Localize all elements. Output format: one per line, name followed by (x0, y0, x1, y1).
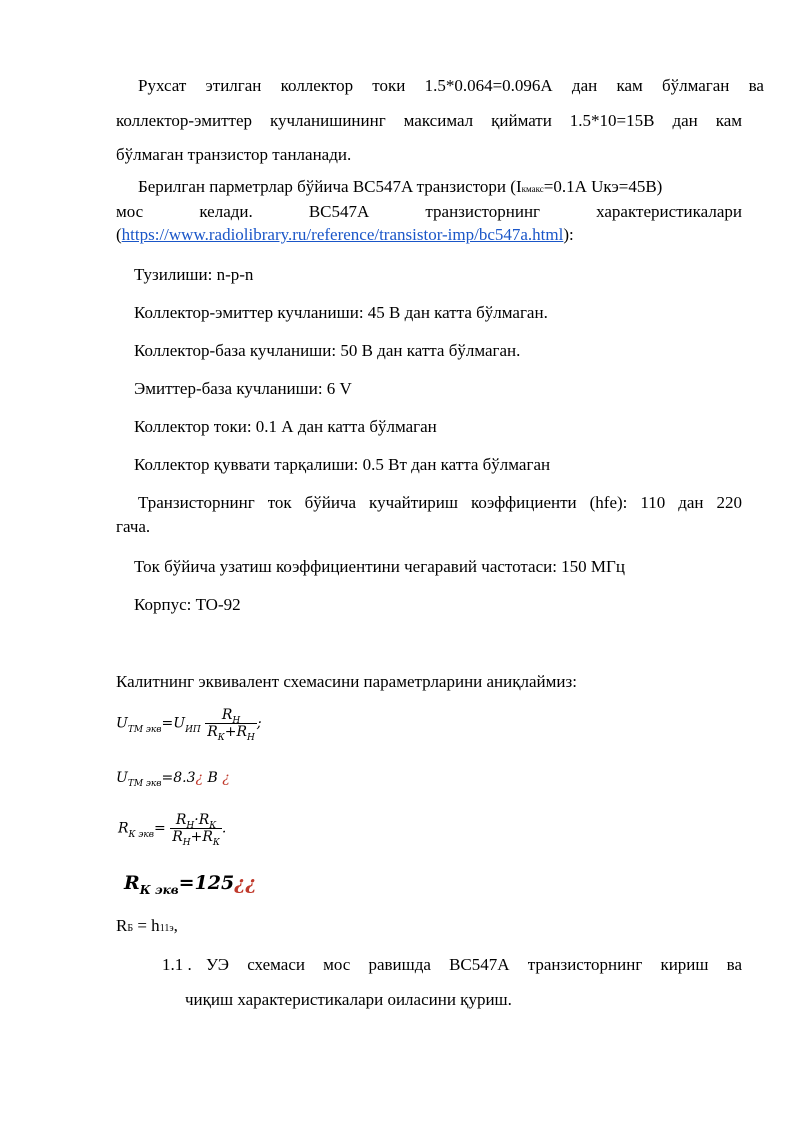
spec-ft: Ток бўйича узатиш коэффициентини чегаравий частотаси: 150 МГц (134, 557, 625, 576)
spec-pc: Коллектор қуввати тарқалиши: 0.5 Вт дан катта бўлмаган (134, 455, 551, 474)
section-title-line2: чиқиш характеристикалари оиласини қуриш. (185, 990, 512, 1009)
radiolibrary-link[interactable]: https://www.radiolibrary.ru/reference/transistor-imp/bc547a.html (121, 225, 564, 244)
formula-utm-equiv: $U_{ТМ экв}=U_{ИП}$ $\frac{R_Н}{R_К+R_Н}$ ; (116, 707, 262, 743)
section-number: 1.1 . (162, 955, 192, 974)
para1-line2: коллектор-эмиттер кучланишининг максимал қиймати 1.5*10=15В дан кам (116, 111, 742, 130)
spec-hfe-line1: Транзисторнинг ток бўйича кучайтириш коэффициенти (hfe): 110 дан 220 (138, 493, 742, 512)
spec-vcb: Коллектор-база кучланиши: 50 В дан катта бўлмаган. (134, 341, 521, 360)
para1-line3: бўлмаган транзистор танланади. (116, 145, 352, 164)
para1-line1: Рухсат этилган коллектор токи 1.5*0.064=0.096А дан кам бўлмаган ва (138, 76, 764, 95)
spec-ic: Коллектор токи: 0.1 А дан катта бўлмаган (134, 417, 437, 436)
section-title-line1: УЭ схемаси мос равишда BC547A транзисторнинг кириш ва (206, 955, 742, 974)
para2-line2: мос келади. BC547A транзисторнинг характеристикалари (116, 202, 742, 221)
equiv-title: Калитнинг эквивалент схемасини параметрларини аниқлаймиз: (116, 672, 577, 691)
formula-rk-value: $R_{К экв}=125¿¿$ (124, 872, 257, 897)
formula-rk-equiv: $R_{К экв}=$ $\frac{R_Н\cdot R_К}{R_Н+R_К}$ . (118, 812, 227, 848)
para2-line1: Берилган парметрлар бўйича BC547A транзистори (Iкмакс=0.1А Uкэ=45В) (138, 177, 663, 196)
spec-package: Корпус: TO-92 (134, 595, 241, 614)
spec-structure: Тузилиши: n-p-n (134, 265, 254, 284)
spec-veb: Эмиттер-база кучланиши: 6 V (134, 379, 352, 398)
spec-vce: Коллектор-эмиттер кучланиши: 45 В дан катта бўлмаган. (134, 303, 548, 322)
formula-utm-value: $U_{ТМ экв}=8.3¿$ B ¿ (116, 770, 230, 789)
spec-hfe-line2: гача. (116, 517, 151, 536)
para2-line3: (https://www.radiolibrary.ru/reference/transistor-imp/bc547a.html): (116, 225, 574, 244)
rb-definition: RБ = h11э, (116, 916, 178, 935)
